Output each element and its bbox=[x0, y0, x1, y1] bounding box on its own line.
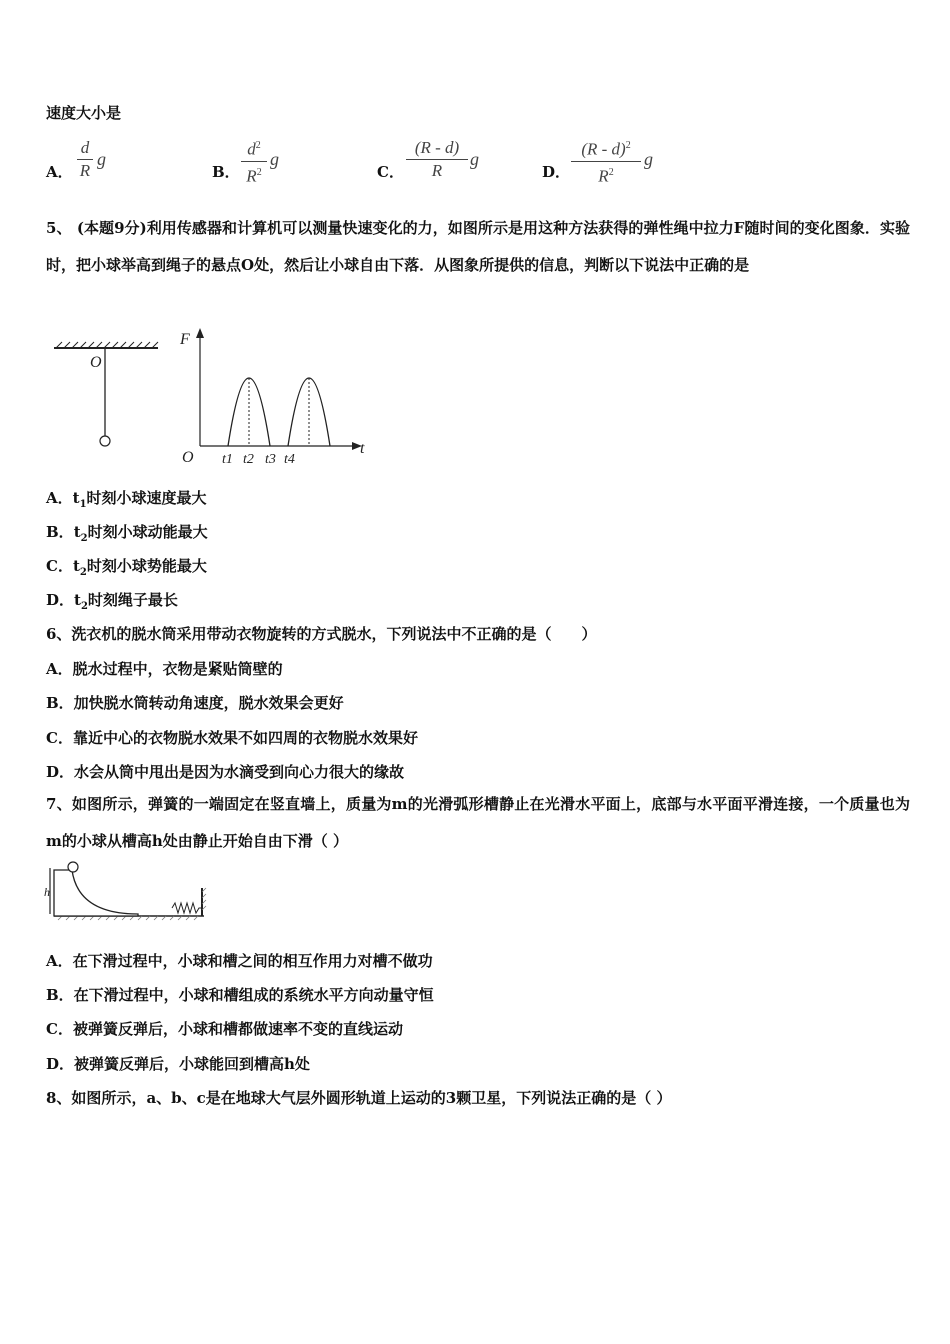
q4-d-numerator: (R - d) bbox=[581, 139, 626, 159]
q4-a-denominator: R bbox=[79, 161, 91, 180]
q4-d-denominator: R bbox=[598, 166, 609, 186]
h-label: h bbox=[44, 885, 50, 899]
q4-a-numerator: d bbox=[80, 138, 90, 157]
q7-figure bbox=[42, 858, 208, 924]
q4-d-den-sup: 2 bbox=[608, 166, 614, 178]
q6-option-c: C．靠近中心的衣物脱水效果不如四周的衣物脱水效果好 bbox=[46, 729, 418, 747]
q7-option-d: D．被弹簧反弹后，小球能回到槽高h处 bbox=[46, 1055, 310, 1073]
q4-b-numerator: d bbox=[247, 139, 256, 159]
tick-t4: t4 bbox=[284, 452, 295, 467]
ceiling-hatch bbox=[54, 342, 158, 348]
f-axis-label: F bbox=[180, 331, 190, 348]
q4-option-c-label: C． bbox=[377, 163, 404, 181]
q4-b-num-sup: 2 bbox=[255, 140, 261, 151]
tick-t3: t3 bbox=[265, 452, 276, 467]
q6-option-d: D．水会从筒中甩出是因为水滴受到向心力很大的缘故 bbox=[46, 763, 405, 781]
q7-option-b: B．在下滑过程中，小球和槽组成的系统水平方向动量守恒 bbox=[46, 986, 434, 1004]
q4-option-c-fraction bbox=[406, 138, 468, 181]
q4-b-g: g bbox=[270, 149, 279, 169]
ball bbox=[100, 436, 110, 446]
q4-option-a-fraction bbox=[77, 138, 93, 181]
q4-option-b-fraction bbox=[241, 136, 267, 186]
q6-stem: 6、洗衣机的脱水筒采用带动衣物旋转的方式脱水，下列说法中不正确的是（ ） bbox=[46, 625, 597, 643]
q4-c-g: g bbox=[470, 149, 479, 169]
arc-groove bbox=[54, 870, 138, 916]
q7-option-a: A．在下滑过程中，小球和槽之间的相互作用力对槽不做功 bbox=[46, 952, 433, 970]
q4-d-g: g bbox=[644, 149, 653, 169]
q4-option-b-label: B． bbox=[212, 163, 240, 181]
q4-option-a-label: A． bbox=[46, 163, 73, 181]
q4-b-den-sup: 2 bbox=[256, 166, 262, 178]
q5-figure bbox=[46, 322, 376, 470]
q5-option-b: B．$t_2$时刻小球动能最大 bbox=[46, 523, 208, 544]
q4-a-g: g bbox=[97, 149, 106, 169]
q5-stem: 5、 (本题9分)利用传感器和计算机可以测量快速变化的力，如图所示是用这种方法获得的弹性绳中拉力F随时间的变化图象．实验时，把小球举高到绳子的悬点O处，然后让小球自由下落．从图象所提供的信息，判断以下说法中正确的是 bbox=[46, 219, 910, 274]
slide-ball bbox=[68, 862, 78, 872]
q4-c-denominator: R bbox=[431, 161, 443, 180]
q4-d-num-sup: 2 bbox=[625, 140, 631, 151]
q5-option-d: D．$t_2$时刻绳子最长 bbox=[46, 591, 178, 612]
origin-label: O bbox=[182, 449, 194, 466]
q5-option-c: C．$t_2$时刻小球势能最大 bbox=[46, 557, 207, 578]
q7-stem: 7、如图所示，弹簧的一端固定在竖直墙上，质量为m的光滑弧形槽静止在光滑水平面上，底部与水平面平滑连接，一个质量也为m的小球从槽高h处由静止开始自由下滑（ ） bbox=[46, 795, 910, 850]
q4-c-numerator: (R - d) bbox=[414, 138, 460, 157]
tick-t1: t1 bbox=[222, 452, 233, 467]
q8-stem: 8、如图所示，a、b、c是在地球大气层外圆形轨道上运动的3颗卫星，下列说法正确的是（ ） bbox=[46, 1089, 672, 1107]
t-axis-label: t bbox=[360, 440, 365, 457]
q6-option-b: B．加快脱水筒转动角速度，脱水效果会更好 bbox=[46, 694, 344, 712]
tick-t2: t2 bbox=[243, 452, 254, 467]
q4-tail-text: 速度大小是 bbox=[46, 104, 122, 122]
q7-option-c: C．被弹簧反弹后，小球和槽都做速率不变的直线运动 bbox=[46, 1020, 403, 1038]
q6-option-a: A．脱水过程中，衣物是紧贴筒壁的 bbox=[46, 660, 283, 678]
spring bbox=[172, 903, 203, 913]
pivot-label: O bbox=[90, 354, 102, 371]
q4-option-d-fraction bbox=[571, 136, 641, 186]
q4-b-denominator: R bbox=[246, 166, 257, 186]
f-axis-arrow bbox=[196, 328, 204, 338]
q4-option-d-label: D． bbox=[542, 163, 571, 181]
q5-option-a: A．$t_1$时刻小球速度最大 bbox=[46, 489, 207, 510]
